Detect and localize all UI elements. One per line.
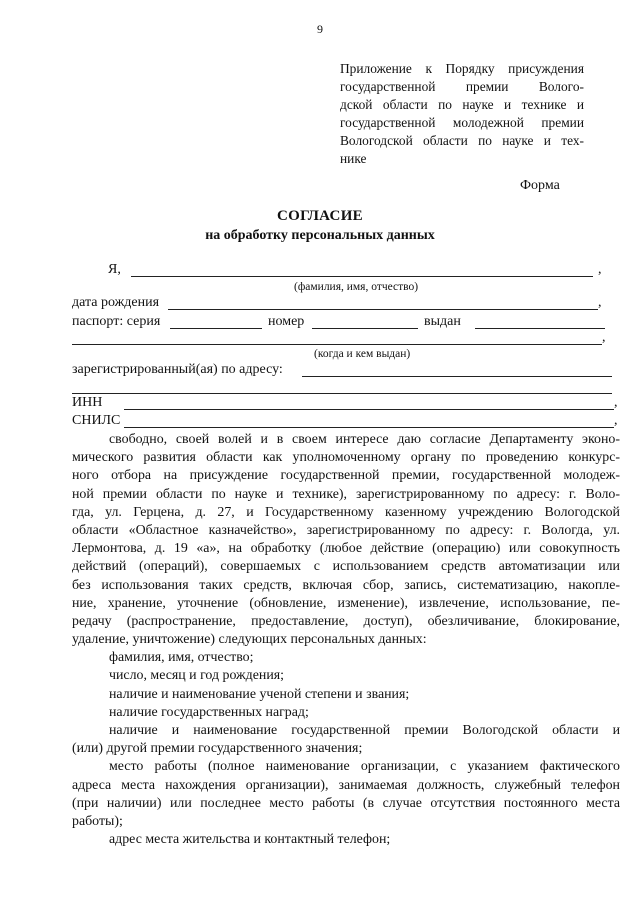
list-item: адрес места жительства и контактный телефон; <box>109 832 391 848</box>
document-subtitle: на обработку персональных данных <box>205 228 435 243</box>
list-item: место работы (полное наименование организации, с указанием фактического <box>109 759 620 775</box>
name-hint: (фамилия, имя, отчество) <box>294 281 419 293</box>
passport-number-label: номер <box>268 314 305 329</box>
list-item: работы); <box>72 813 123 829</box>
appendix-block <box>340 60 584 168</box>
passport-series-field[interactable] <box>170 328 262 329</box>
body-line: действий (операций), совершаемых с использованием средств автоматизации или <box>72 559 620 575</box>
body-line: области «Областное казначейство», зарегистрированному по адресу: г. Вологда, ул. <box>72 522 620 538</box>
address-field[interactable] <box>302 376 612 377</box>
comma: , <box>598 262 602 277</box>
appendix-line: Приложение к Порядку присуждения <box>340 61 584 76</box>
page-number: 9 <box>317 22 323 36</box>
snils-label: СНИЛС <box>72 413 121 428</box>
appendix-line: государственной молодежной премии <box>340 115 584 130</box>
list-item: (при наличии) или последнее место работы (в случае отсутствия постоянного места <box>72 795 620 811</box>
list-item: наличие и наименование ученой степени и звания; <box>109 686 410 702</box>
name-field[interactable] <box>131 276 593 277</box>
passport-series-label: паспорт: серия <box>72 314 161 329</box>
issued-field[interactable] <box>475 328 605 329</box>
issued-hint: (когда и кем выдан) <box>314 348 411 360</box>
comma: , <box>614 395 618 410</box>
inn-label: ИНН <box>72 395 103 410</box>
appendix-line: государственной премии Волого- <box>340 79 584 94</box>
list-item: наличие и наименование государственной премии Вологодской области и <box>109 723 620 738</box>
i-label: Я, <box>108 262 121 277</box>
body-line: без использования таких средств, включая сбор, запись, систематизацию, накопле- <box>72 577 620 593</box>
passport-number-field[interactable] <box>312 328 418 329</box>
address-label: зарегистрированный(ая) по адресу: <box>72 362 283 377</box>
snils-field[interactable] <box>124 427 614 428</box>
body-line: удаление, уничтожение) следующих персональных данных: <box>72 632 427 648</box>
body-line: ние, хранение, уточнение (обновление, изменение), извлечение, использование, пе- <box>72 595 620 611</box>
appendix-line: дской области по науке и технике и <box>340 97 584 112</box>
body-line: ного отбора на присуждение государственной премии, государственной молодеж- <box>72 468 620 484</box>
body-line: свободно, своей волей и в своем интересе даю согласие Департаменту эконо- <box>109 432 620 447</box>
form-label: Форма <box>520 178 560 193</box>
body-line: редачу (распространение, предоставление, доступ), обезличивание, блокирование, <box>72 613 620 629</box>
body-line: ной премии области по науке и технике), зарегистрированному по адресу: г. Воло- <box>72 486 620 502</box>
body-line: Лермонтова, д. 19 «а», на обработку (любое действие (операцию) или совокупность <box>72 541 620 557</box>
issued-by-field[interactable] <box>72 344 602 345</box>
address-field-2[interactable] <box>72 393 612 394</box>
list-item: число, месяц и год рождения; <box>109 668 285 684</box>
document-title: СОГЛАСИЕ <box>277 208 363 224</box>
birth-date-label: дата рождения <box>72 295 160 310</box>
issued-label: выдан <box>424 314 461 329</box>
comma: , <box>614 413 618 428</box>
appendix-line: нике <box>340 151 367 166</box>
body-line: гда, ул. Герцена, д. 27, и Государственному казенному учреждению Вологодской <box>72 504 620 520</box>
list-item: фамилия, имя, отчество; <box>109 650 254 666</box>
comma: , <box>598 295 602 310</box>
list-item: (или) другой премии государственного значения; <box>72 741 363 757</box>
appendix-line: Вологодской области по науке и тех- <box>340 133 584 148</box>
birth-date-field[interactable] <box>168 309 598 310</box>
list-item: адреса места нахождения организации), занимаемая должность, служебный телефон <box>72 777 620 793</box>
inn-field[interactable] <box>124 409 614 410</box>
comma: , <box>602 330 606 345</box>
consent-body <box>72 431 620 849</box>
body-line: мического развития области как уполномоченному органу по проведению конкурс- <box>72 450 620 466</box>
list-item: наличие государственных наград; <box>109 704 309 720</box>
